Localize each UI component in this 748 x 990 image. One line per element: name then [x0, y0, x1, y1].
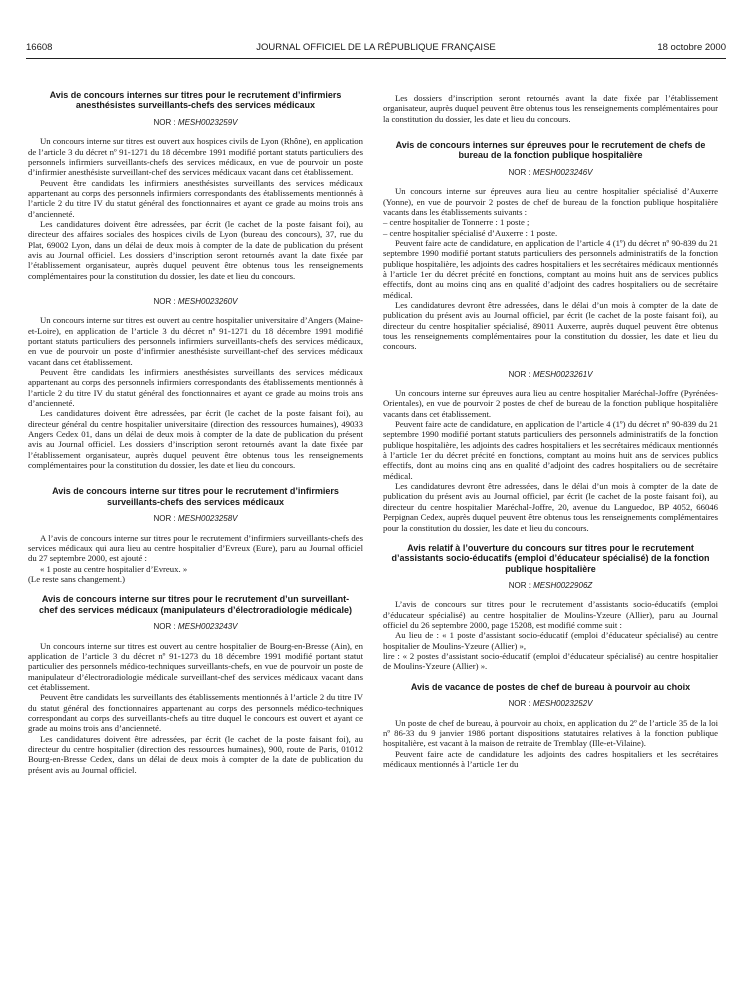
paragraph: Les dossiers d’inscription seront retournés avant la date fixée par l’établissement organisateur, auprès duquel peuvent être obtenus tous les renseignements complémentaires pour la constitution du dossier, les date et lieu du concours.	[383, 93, 718, 124]
paragraph: Peuvent faire acte de candidature, en application de l’article 4 (1º) du décret nº 90-839 du 21 septembre 1990 modifié portant statuts particuliers des personnels administratifs de la fonction publique hospitalière, les adjoints des cadres hospitaliers et les secrétaires médicaux mentionnés à l’article 1er du décret précité en fonctions, comptant au moins huit ans de services publics effectifs, dont au moins cinq ans en qualité d’adjoint des cadres hospitaliers ou de secrétaire médical.	[383, 419, 718, 481]
nor-reference: NOR : MESH0023260V	[153, 296, 238, 306]
paragraph: Les candidatures devront être adressées, dans le délai d’un mois à compter de la date de publication du présent avis au Journal officiel, par écrit (le cachet de la poste faisant foi), au directeur du centre hospitalier Maréchal-Joffre, 20, avenue du Languedoc, BP 4052, 66046 Perpignan Cedex, auprès duquel peuvent être obtenus tous les renseignements complémentaires pour la constitution du dossier, les date et lieu du concours.	[383, 481, 718, 533]
list-item: – centre hospitalier de Tonnerre : 1 poste ;	[383, 217, 530, 228]
notice-title: Avis de concours internes sur épreuves pour le recrutement de chefs de bureau de la fonction publique hospitalière	[395, 140, 706, 161]
paragraph: lire : « 2 postes d’assistant socio-éducatif (emploi d’éducateur spécialisé) au centre hospitalier de Moulins-Yzeure (Allier) ».	[383, 651, 718, 672]
paragraph: Peuvent être candidats les infirmiers anesthésistes surveillants des services médicaux appartenant au corps des personnels infirmiers correspondants des établissements mentionnés à l’article 2 du titre IV du statut général des fonctionnaires et ayant ce grade au moins trois ans d’ancienneté.	[28, 367, 363, 409]
paragraph: Un concours interne sur épreuves aura lieu au centre hospitalier Maréchal-Joffre (Pyrénées-Orientales), en vue de pourvoir 2 postes de chef de bureau de la fonction publique hospitalière vacants dans cet établissement.	[383, 388, 718, 419]
notice-title: Avis de concours internes sur titres pour le recrutement d’infirmiers anesthésistes surveillants-chefs des services médicaux	[49, 90, 342, 111]
journal-title: JOURNAL OFFICIEL DE LA RÉPUBLIQUE FRANÇAISE	[256, 42, 496, 53]
paragraph: Un poste de chef de bureau, à pourvoir au choix, en application du 2º de l’article 35 de la loi nº 86-33 du 9 janvier 1986 portant dispositions statutaires relatives à la fonction publique hospitalière, est vacant à la maison de retraite de Tremblay (Ille-et-Vilaine).	[383, 717, 718, 749]
paragraph: Les candidatures devront être adressées, dans le délai d’un mois à compter de la date de publication du présent avis au Journal officiel, par écrit (le cachet de la poste faisant foi), au directeur du centre hospitalier spécialisé, 89011 Auxerre, auprès duquel peuvent être obtenus tous les renseignements complémentaires pour la constitution du dossier, les date et lieu du concours.	[383, 299, 718, 352]
paragraph: Un concours interne sur titres est ouvert au centre hospitalier de Bourg-en-Bresse (Ain), en application de l’article 3 du décret nº 91-1273 du 18 décembre 1991 modifié portant statut particulier des personnels médico-techniques surveillants-chefs, en vue de pourvoir un poste de manipulateur d’électroradiologie médicale surveillant-chef des services médicaux vacant dans cet établissement.	[28, 640, 363, 692]
notice-title: Avis de concours interne sur titres pour le recrutement d’infirmiers surveillants-chefs des services médicaux	[52, 486, 339, 507]
nor-reference: NOR : MESH0023258V	[153, 514, 238, 524]
paragraph: Les candidatures doivent être adressées, par écrit (le cachet de la poste faisant foi), au directeur général du centre hospitalier universitaire (direction des ressources humaines), 49033 Angers Cedex 01, dans un délai de deux mois à compter de la date de publication du présent avis au Journal officiel. Les dossiers d’inscription seront retournés avant la date fixée par l’établissement organisateur, auprès duquel peuvent être obtenus tous les renseignements complémentaires pour la constitution du dossier, les date et lieu du concours.	[28, 408, 363, 471]
paragraph: « 1 poste au centre hospitalier d’Evreux. »	[40, 563, 188, 574]
nor-reference: NOR : MESH0023246V	[508, 167, 593, 177]
paragraph: Peuvent faire acte de candidature, en application de l’article 4 (1º) du décret nº 90-839 du 21 septembre 1990 modifié portant statuts particuliers des personnels administratifs de la fonction publique hospitalière, les adjoints des cadres hospitaliers et les secrétaires médicaux mentionnés à l’article 1er du décret précité en fonctions, comptant au moins huit ans de services publics effectifs, dont au moins cinq ans en qualité d’adjoint des cadres hospitaliers ou de secrétaire médical.	[383, 237, 718, 300]
nor-reference: NOR : MESH0023261V	[508, 369, 593, 379]
header-rule	[26, 58, 726, 59]
notice-title: Avis de vacance de postes de chef de bureau à pourvoir au choix	[410, 681, 691, 692]
paragraph: Les candidatures doivent être adressées, par écrit (le cachet de la poste faisant foi), au directeur du centre hospitalier (direction des ressources humaines), 900, route de Paris, 01012 Bourg-en-Bresse Cedex, dans un délai de deux mois à compter de la date de publication du présent avis au Journal officiel.	[28, 733, 363, 775]
page-number: 16608	[26, 42, 53, 53]
paragraph: (Le reste sans changement.)	[28, 574, 125, 584]
paragraph: Les candidatures doivent être adressées, par écrit (le cachet de la poste faisant foi), au directeur des affaires sociales des hospices civils de Lyon (bureau des concours), 37, rue du Plat, 69002 Lyon, dans un délai de deux mois à compter de la date de publication du présent avis au Journal officiel. Les dossiers d’inscription seront retournés avant la date fixée par l’établissement organisateur, auprès duquel peuvent être obtenus tous les renseignements complémentaires pour la constitution du dossier, les date et lieu du concours.	[28, 218, 363, 281]
notice-title: Avis de concours interne sur titres pour le recrutement d’un surveillant-chef des services médicaux (manipulateurs d’électroradiologie médicale)	[38, 594, 353, 615]
paragraph: A l’avis de concours interne sur titres pour le recrutement d’infirmiers surveillants-chefs des services médicaux qui aura lieu au centre hospitalier d’Evreux (Eure), paru au Journal officiel du 27 septembre 2000, est ajouté :	[28, 532, 363, 564]
paragraph: Un concours interne sur épreuves aura lieu au centre hospitalier spécialisé d’Auxerre (Yonne), en vue de pourvoir 2 postes de chef de bureau de la fonction publique hospitalière vacants dans les établissements suivants :	[383, 186, 718, 217]
list-item: – centre hospitalier spécialisé d’Auxerre : 1 poste.	[383, 227, 558, 238]
nor-reference: NOR : MESH0023259V	[153, 117, 238, 127]
paragraph: Peuvent être candidats les surveillants des établissements mentionnés à l’article 2 du titre IV du statut général des fonctionnaires appartenant au corps des personnels médico-techniques correspondant au corps des surveillants-chefs au titre duquel le concours est ouvert et ayant ce grade au moins trois ans d’ancienneté.	[28, 692, 363, 734]
issue-date: 18 octobre 2000	[657, 42, 726, 53]
paragraph: Au lieu de : « 1 poste d’assistant socio-éducatif (emploi d’éducateur spécialisé) au centre hospitalier de Moulins-Yzeure (Allier) »,	[383, 630, 718, 651]
paragraph: Peuvent être candidats les infirmiers anesthésistes surveillants des services médicaux appartenant au corps des personnels infirmiers correspondants des établissements mentionnés à l’article 2 du titre IV du statut général des fonctionnaires et ayant ce grade au moins trois ans d’ancienneté.	[28, 177, 363, 219]
nor-reference: NOR : MESH0022906Z	[508, 581, 593, 591]
right-column	[383, 93, 718, 769]
notice-title: Avis relatif à l’ouverture du concours sur titres pour le recrutement d’assistants socio-éducatifs (emploi d’éducateur spécialisé) de la fonction publique hospitalière	[391, 542, 710, 574]
nor-reference: NOR : MESH0023243V	[153, 622, 238, 632]
nor-reference: NOR : MESH0023252V	[508, 699, 593, 709]
paragraph: Un concours interne sur titres est ouvert au centre hospitalier universitaire d’Angers (Maine-et-Loire), en application de l’article 3 du décret nº 91-1271 du 18 décembre 1991 modifié portant statuts particuliers des personnels infirmiers surveillants-chefs des services médicaux, en vue de pourvoir un poste d’infirmier anesthésiste surveillant-chef des services médicaux vacant dans cet établissement.	[28, 315, 363, 367]
paragraph: Un concours interne sur titres est ouvert aux hospices civils de Lyon (Rhône), en application de l’article 3 du décret nº 91-1271 du 18 décembre 1991 modifié portant statuts particuliers des personnels infirmiers surveillants-chefs des services médicaux, en vue de pourvoir un poste d’infirmier anesthésiste surveillant-chef des services médicaux vacant dans cet établissement.	[28, 136, 363, 178]
paragraph: Peuvent faire acte de candidature les adjoints des cadres hospitaliers et les secrétaires médicaux mentionnés à l’article 1er du	[383, 748, 718, 769]
paragraph: L’avis de concours sur titres pour le recrutement d’assistants socio-éducatifs (emploi d’éducateur spécialisé) au centre hospitalier de Moulins-Yzeure (Allier), paru au Journal officiel du 26 septembre 2000, page 15208, est modifié comme suit :	[383, 599, 718, 631]
page-header	[26, 42, 726, 56]
left-column	[28, 90, 363, 775]
